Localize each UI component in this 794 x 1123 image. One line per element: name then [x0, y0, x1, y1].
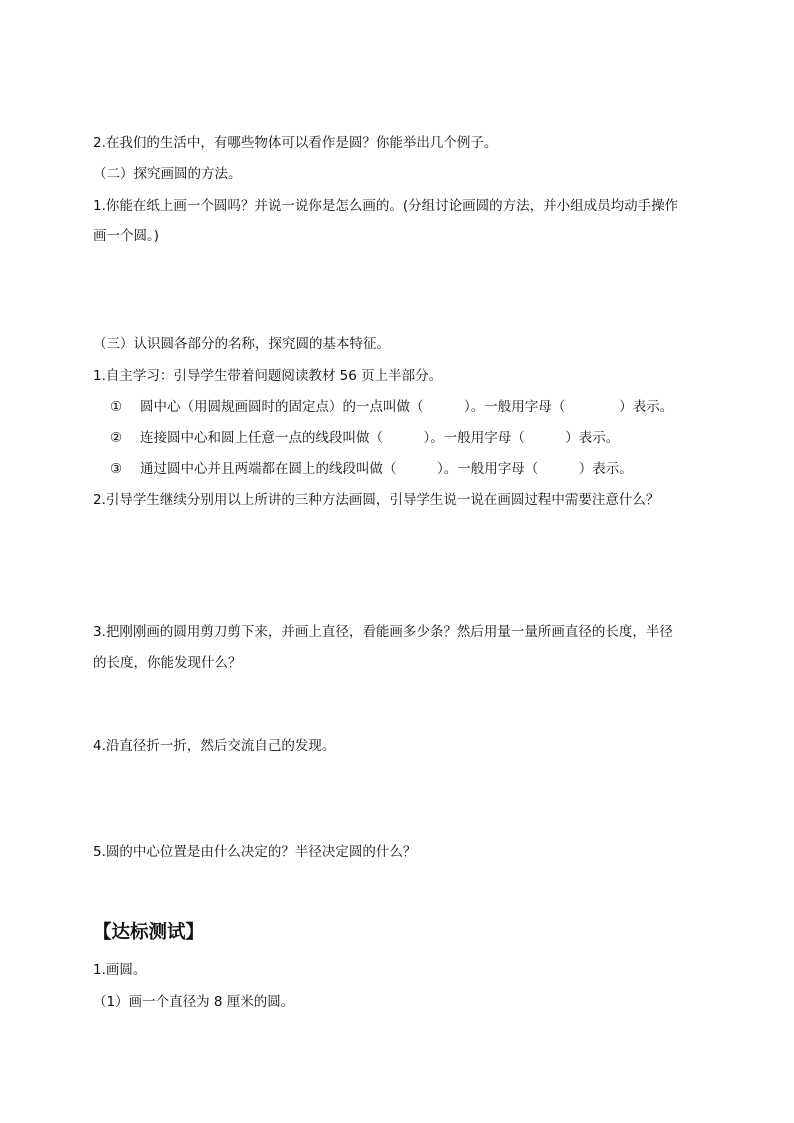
question-1-draw-circle-line2: 画一个圆。) — [93, 228, 160, 244]
section-2-heading: （二）探究画圆的方法。 — [93, 166, 242, 182]
blank-item-center — [110, 397, 673, 417]
question-5-center-position: 5.圆的中心位置是由什么决定的？半径决定圆的什么？ — [93, 844, 417, 860]
item-text: 连接圆中心和圆上任意一点的线段叫做（ ）。一般用字母（ ）表示。 — [140, 430, 620, 446]
question-3-cut-circle-line2: 的长度，你能发现什么？ — [93, 655, 242, 671]
item-text: 通过圆中心并且两端都在圆上的线段叫做（ ）。一般用字母（ ）表示。 — [140, 461, 633, 477]
section-3-heading: （三）认识圆各部分的名称，探究圆的基本特征。 — [93, 336, 390, 352]
item-number: ② — [110, 430, 123, 446]
item-text: 圆中心（用圆规画圆时的固定点）的一点叫做（ ）。一般用字母（ ）表示。 — [140, 399, 674, 415]
blank-item-radius — [110, 428, 619, 448]
question-3-cut-circle-line1: 3.把刚刚画的圆用剪刀剪下来，并画上直径，看能画多少条？然后用量一量所画直径的长度，半径 — [93, 624, 673, 640]
question-4-fold: 4.沿直径折一折，然后交流自己的发现。 — [93, 738, 336, 754]
item-number: ③ — [110, 461, 123, 477]
test-question-1-1: （1）画一个直径为 8 厘米的圆。 — [93, 994, 295, 1010]
question-1-draw-circle-line1: 1.你能在纸上画一个圆吗？并说一说你是怎么画的。(分组讨论画圆的方法，并小组成员均动手操作 — [93, 198, 679, 214]
question-2-everyday-circles: 2.在我们的生活中，有哪些物体可以看作是圆？你能举出几个例子。 — [93, 135, 498, 151]
test-section-heading: 【达标测试】 — [93, 922, 205, 943]
test-question-1: 1.画圆。 — [93, 962, 147, 978]
question-1-self-study: 1.自主学习：引导学生带着问题阅读教材 56 页上半部分。 — [93, 368, 443, 384]
question-2-draw-methods: 2.引导学生继续分别用以上所讲的三种方法画圆，引导学生说一说在画圆过程中需要注意什么？ — [93, 492, 660, 508]
item-number: ① — [110, 399, 123, 415]
blank-item-diameter — [110, 459, 633, 479]
